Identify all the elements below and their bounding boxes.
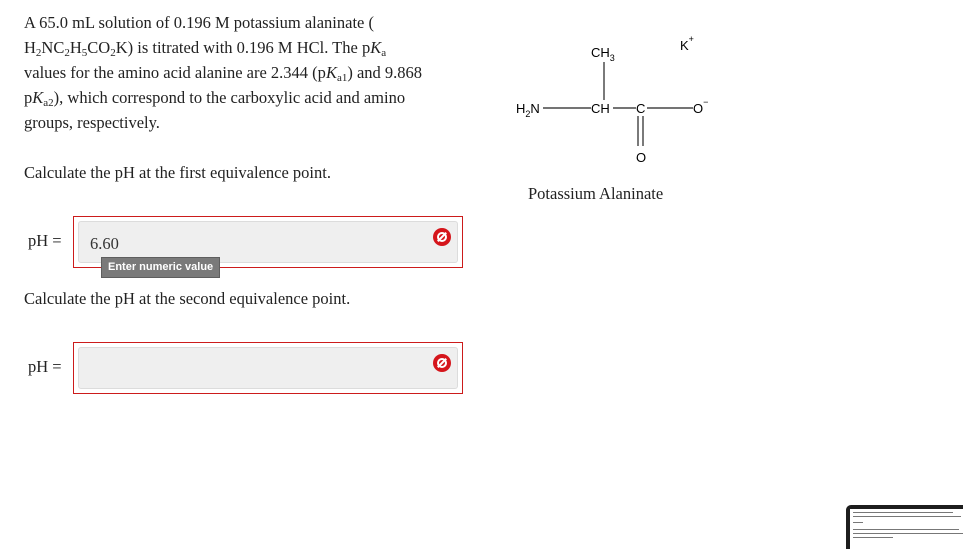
problem-line-1: A 65.0 mL solution of 0.196 M potassium alaninate ( — [24, 13, 374, 32]
validation-tooltip: Enter numeric value — [101, 257, 220, 278]
ch3-label: $CH_3$ — [591, 45, 615, 63]
problem-line-4: $pK_{a2}$), which correspond to the carboxylic acid and amino — [24, 88, 406, 109]
c-label: C — [636, 101, 646, 116]
answer-2-input[interactable] — [73, 342, 463, 394]
question-1: Calculate the pH at the first equivalence point. — [24, 163, 331, 182]
problem-line-2: $H_2NC_2H_5CO_2K$) is titrated with 0.196 M HCl. The $pK_a$ — [24, 38, 387, 59]
thumbnail-page — [850, 509, 963, 549]
o-double-label: O — [636, 150, 647, 165]
alaninate-structure — [505, 20, 735, 180]
answer-2-field[interactable] — [78, 347, 458, 389]
answer-2-label: pH = — [28, 357, 62, 376]
error-icon — [433, 228, 451, 246]
problem-line-3: values for the amino acid alanine are 2.344 $(pK_{a1})$ and 9.868 — [24, 63, 423, 84]
problem-statement — [24, 10, 474, 135]
ch-label: CH — [591, 101, 610, 116]
o-minus-label: O− — [693, 97, 709, 116]
problem-line-5: groups, respectively. — [24, 113, 160, 132]
answer-1-value: 6.60 — [90, 234, 119, 253]
error-icon — [433, 354, 451, 372]
question-2: Calculate the pH at the second equivalence point. — [24, 289, 351, 308]
page-thumbnail[interactable] — [846, 505, 963, 549]
structure-caption: Potassium Alaninate — [528, 184, 664, 203]
answer-1-label: pH = — [28, 231, 62, 250]
h2n-label: $H_2N$ — [516, 101, 540, 119]
k-label: K+ — [680, 34, 694, 53]
